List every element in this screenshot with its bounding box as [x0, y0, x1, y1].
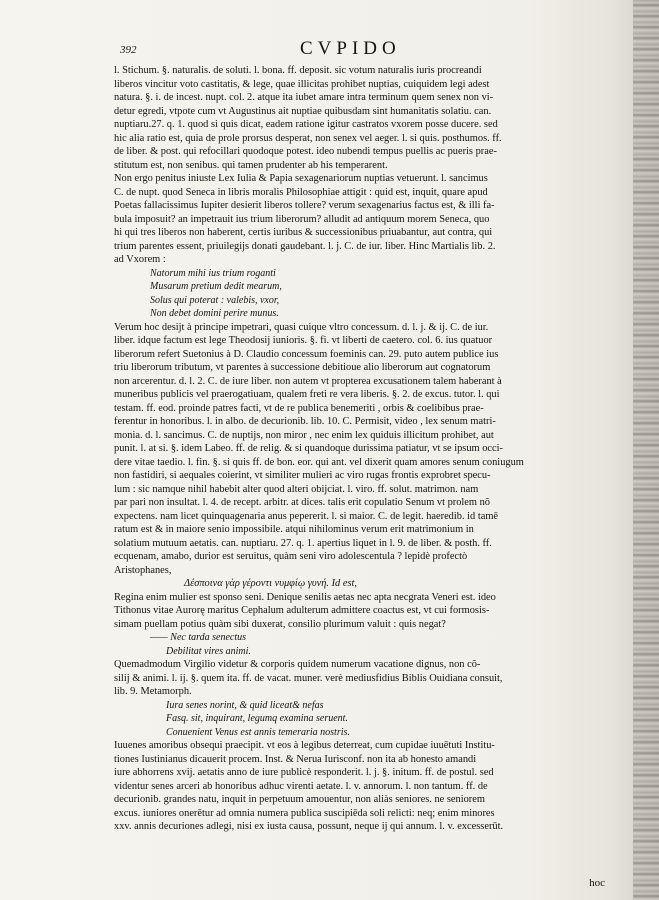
page-edge-shadow [633, 0, 659, 900]
text-line: Iura senes norint, & quid liceat& nefas [166, 699, 324, 711]
text-line: triu liberorum tributum, vt parentes à successione debitioue alio liberorum aut cognatorum [114, 362, 491, 373]
text-line: monia. d. l. sancimus. C. de nuptijs, non miror , nec enim lex quiduis illicitum prohibet, aut [114, 429, 494, 441]
text-line: Quemadmodum Virgilio videtur & corporis quidem numerum vacatione dignus, non cõ- [114, 659, 481, 670]
text-line: trium parentes essent, priuilegijs donati gaudebant. l. j. C. de iur. liber. Hinc Martialis lib. 2. [114, 240, 496, 252]
text-line: expectens. nam licet quinquagenaria anus pepererit. l. si maior. C. de legit. haeredib. id tamē [114, 510, 499, 522]
text-line: bula imposuit? an impetrauit ius trium liberorum? alludit ad antiquum morem Seneca, quo [114, 213, 490, 225]
text-line: ad Vxorem : [114, 254, 166, 265]
text-line: lib. 9. Metamorph. [114, 686, 192, 697]
text-line: videntur senes arceri ab honoribus adhuc virenti aetate. l. v. annorum. l. non tantum. ff. de [114, 780, 488, 792]
text-line: Debilitat vires animi. [166, 645, 251, 657]
text-line: Non debet domini perire munus. [150, 308, 279, 319]
text-line: simam puellam potius quàm sibi duxerat, consilio plurimum valuit : quis negat? [114, 618, 446, 630]
text-line: Regina enim mulier est sponso seni. Denique senilis aetas nec apta necgrata Veneri est. ideo [114, 591, 496, 603]
text-line: muneribus publicis vel praerogatiuam, qualem freti re vera liberis. §. 2. de excus. tutor. l. qui [114, 389, 500, 400]
text-line: Tithonus vitae Aurorę maritus Cephalum adulterum admittere coactus est, vt cui formosis- [114, 605, 490, 616]
text-line: stitutum est, non senibus. qui tamen prudenter ab his temperarent. [114, 159, 388, 171]
text-line: Conuenient Venus est annis temeraria nostris. [166, 726, 350, 738]
text-line: liber. idque factum est lege Theodosij iunioris. §. fi. vt liberti de caetero. col. 6. ius quatuor [114, 335, 493, 346]
text-line: detur egredi, vtpote cum vt Augustinus ait nuptiae quibusdam sint humanitatis solatiu. can. [114, 105, 492, 117]
text-line: Fasq. sit, inquirant, legumq examina seruent. [166, 713, 348, 724]
text-line: liberorum refert Suetonius à D. Claudio concessum foeminis can. 29. puto autem publice ius [114, 348, 499, 360]
text-line: lum : sic namque nihil habebit alter quod alteri obijciat. l. viro. ff. solut. matrimon. nam [114, 483, 479, 495]
text-line: Δέσποινα γὰρ γέροντι νυμφίῳ γυνή. Id est, [184, 578, 357, 589]
folio-number: 392 [120, 44, 137, 56]
text-line: Non ergo penitus iniuste Lex Iulia & Papia sexagenariorum nuptias vetuerunt. l. sancimus [114, 173, 488, 184]
text-line: C. de nupt. quod Seneca in libris moralis Philosophiae attigit : quid est, inquit, quare apud [114, 186, 488, 198]
catchword: hoc [589, 877, 605, 889]
text-line: l. Stichum. §. naturalis. de soluti. l. bona. ff. deposit. sic votum naturalis iuris procreandi [114, 65, 482, 76]
text-line: xxv. annis decuriones adlegi, nisi ex iusta causa, possunt, neque ij qui annum. l. v. excesserūt. [114, 821, 504, 832]
text-line: Verum hoc desijt à principe impetrari, quasi cuique vltro concessum. d. l. j. & ij. C. de iur. [114, 321, 489, 333]
text-line: punit. l. at si. §. idem Labeo. ff. de relig. & si quandoque durissima patiatur, vt se ipsum occi- [114, 443, 503, 454]
running-title: CVPIDO [300, 38, 401, 59]
text-line: Solus qui poterat : valebis, vxor, [150, 294, 280, 306]
text-line: tiones Iustinianus dicauerit procem. Inst. & Nerua Iurisconf. non ita ab honesto amandi [114, 753, 477, 765]
text-line: iure abhorrens xvij. aetatis anno de iure publicè responderit. l. j. §. initum. ff. de postul. sed [114, 767, 494, 778]
text-line: silij & animi. l. ij. §. quem ita. ff. de vacat. muner. verè mediusfidius Biblis Ouidiana consuit, [114, 672, 503, 684]
text-line: non fastidiri, si aequales coierint, vt similiter mulieri ac viro rugas frontis exprobret specu- [114, 470, 491, 481]
page-header [120, 38, 600, 64]
text-line: —— Nec tarda senectus [150, 632, 247, 643]
text-line: Natorum mihi ius trium roganti [150, 267, 276, 279]
body-text [114, 64, 610, 834]
text-line: de liber. & post. qui refocillari quodoque potest. ideo nubendi tempus puellis ac pueris prae- [114, 146, 497, 157]
text-line: Aristophanes, [114, 564, 172, 576]
text-line: decurionib. grandes natu, inquit in perpetuum amouentur, non aliàs seniores. ne seniorem [114, 794, 485, 805]
text-line: natura. §. i. de incest. nupt. col. 2. atque ita iubet amare intra terminum quem senex non vi- [114, 92, 494, 103]
text-line: nuptiaru.27. q. 1. quod si quis dicat, eadem ratione igitur castratos vxorem posse ducere. sed [114, 119, 498, 130]
text-line: par pari non insultat. l. 4. de recept. arbitr. at dices. talis erit copulatio Senum vt prolem nõ [114, 497, 490, 508]
text-line: solatium mutuum aetatis. can. nuptiaru. 27. q. 1. apertius liquet in l. 9. de liber. & posth. ff. [114, 537, 492, 549]
text-line: Iuuenes amoribus obsequi praecipit. vt eos à legibus deterreat, cum cupidae iuuētuti Institu- [114, 740, 495, 751]
text-line: Poetas fallacissimus Iupiter desierit liberos tollere? verum sexagenarius factus est, & illi fa- [114, 200, 495, 211]
text-line: hi qui tres liberos non haberent, certis iuribus & successionibus priuabantur, aut contra, qui [114, 227, 493, 238]
text-line: liberos vincitur voto castitatis, & lege, quae illicitas prohibet nuptias, cuiquidem legi adest [114, 78, 490, 90]
text-line: testam. ff. eod. proinde patres facti, vt de re publica benemeriti , orbis & coelibibus prae- [114, 402, 484, 414]
text-line: ecquenam, amabo, durior est seruitus, quàm seni viro adolescentula ? lepidè profectò [114, 551, 468, 562]
text-line: hic alia ratio est, quia de prole prorsus desperat, non senex vel aeger. l. si quis. posthumos. ff. [114, 132, 502, 144]
text-line: Musarum pretium dedit mearum, [150, 281, 282, 292]
text-line: ferentur in honoribus. l. in albo. de decurionib. lib. 10. C. Permisit, video , lex senum matri- [114, 416, 496, 427]
text-line: ratum est & in maiore senio impossibile. atqui nihilominus verum erit matrimonium in [114, 524, 474, 535]
text-line: dere vitae taedio. l. fin. §. si quis ff. de bon. eor. qui ant. vel dixerit quam amores senum coniugum [114, 456, 524, 468]
text-line: non arcerentur. d. l. 2. C. de iure liber. non autem vt propterea excusationem talem haberant à [114, 375, 502, 387]
text-line: excus. iuniores onerētur ad omnia numera publica suscipiēda soli relicti: neq; enim minores [114, 807, 495, 819]
